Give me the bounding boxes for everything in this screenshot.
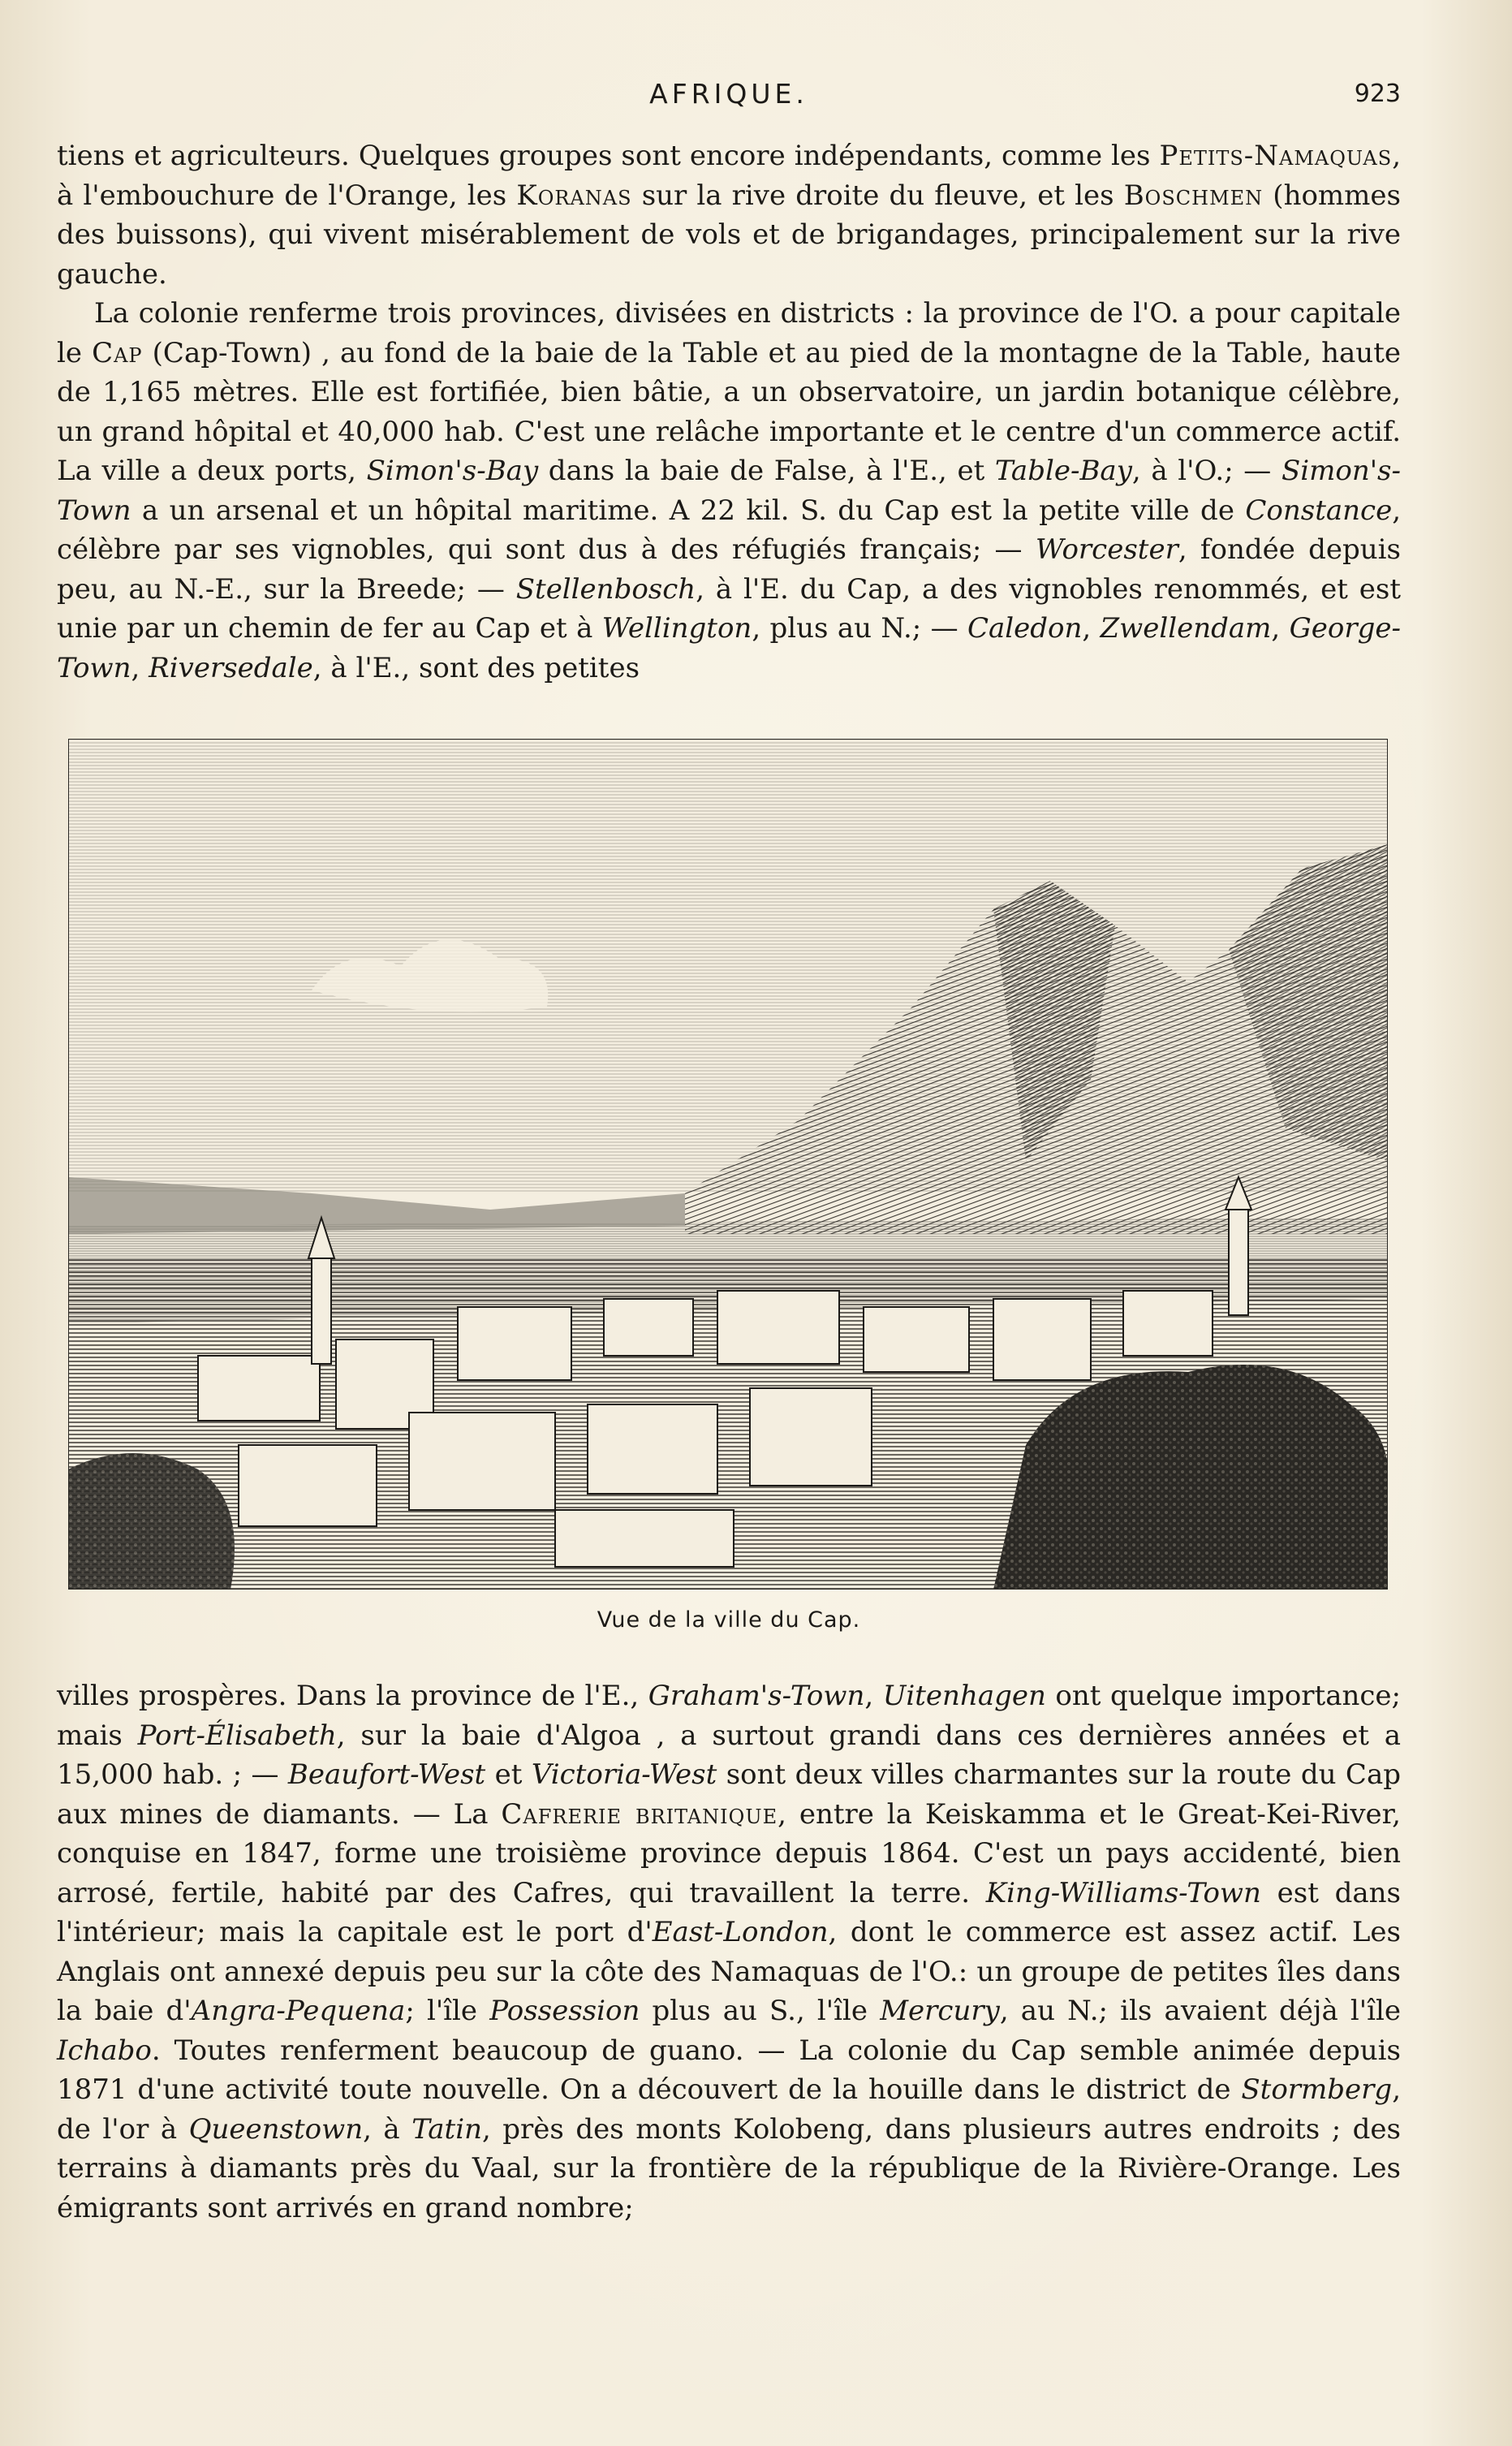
text-run: , fondée depuis peu, au N.-E., sur la Breede; — xyxy=(57,533,1401,606)
paragraph-provinces xyxy=(57,1676,1401,2228)
place-name: Riversedale xyxy=(149,651,313,684)
text-run: , célèbre par ses vignobles, qui sont dus à des réfugiés français; — xyxy=(57,494,1401,566)
small-caps-term: Boschmen xyxy=(1123,179,1264,212)
place-name: Caledon xyxy=(967,612,1083,645)
bottom-text-block xyxy=(57,1676,1401,2228)
text-run: , dont le commerce est assez actif. Les Anglais ont annexé depuis peu sur la côte des Namaquas de l'O.: un groupe de petites îles dans la baie d' xyxy=(57,1916,1401,2027)
figure-caption: Vue de la ville du Cap. xyxy=(597,1607,861,1633)
place-name: Stellenbosch xyxy=(515,572,696,606)
text-run: sont deux villes charmantes sur la route du Cap aux mines de diamants. — La xyxy=(57,1758,1401,1831)
text-run: , entre la Keiskamma et le Great-Kei-River, conquise en 1847, forme une troisième province depuis 1864. C'est un pays accidenté, bien arrosé, fertile, habité par des Cafres, qui travaillent la terre. xyxy=(57,1797,1401,1909)
text-run: , à l'embouchure de l'Orange, les xyxy=(57,140,1401,212)
text-run: , à xyxy=(363,2112,412,2146)
place-name: Simon's-Bay xyxy=(366,455,539,487)
text-run: ; l'île xyxy=(405,1995,490,2027)
engraving-cape-town xyxy=(68,739,1388,1590)
place-name: Wellington xyxy=(601,612,752,645)
place-name: Mercury xyxy=(880,1995,1000,2027)
text-run: , à l'E. du Cap, a des vignobles renommés, et est unie par un chemin de fer au Cap et à xyxy=(57,572,1401,645)
place-name: Victoria-West xyxy=(531,1758,717,1791)
paragraph-colony xyxy=(57,294,1401,688)
place-name: Table-Bay xyxy=(994,455,1132,487)
text-run: , xyxy=(864,1680,883,1712)
text-run: , xyxy=(1271,612,1290,645)
small-caps-term: Cap xyxy=(92,336,143,369)
place-name: Worcester xyxy=(1035,533,1178,566)
place-name: Zwellendam xyxy=(1100,612,1272,645)
text-run: . Toutes renferment beaucoup de guano. — La colonie du Cap semble animée depuis 1871 d'une activité toute nouvelle. On a découvert de la houille dans le district de xyxy=(57,2034,1401,2106)
text-run: (hommes des buissons), qui vivent misérablement de vols et de brigandages, principalement sur la rive gauche. xyxy=(57,179,1401,291)
place-name: Possession xyxy=(489,1995,640,2027)
paragraph-tribes xyxy=(57,136,1401,294)
text-run: , sur la baie d'Algoa , a surtout grandi dans ces dernières années et a 15,000 hab. ; — xyxy=(57,1719,1401,1791)
place-name: Port-Élisabeth xyxy=(137,1719,337,1752)
text-run: tiens et agriculteurs. Quelques groupes sont encore indépendants, comme les xyxy=(57,140,1160,172)
right-tower xyxy=(1226,1177,1251,1315)
place-name: Constance xyxy=(1245,494,1393,527)
place-name: Ichabo xyxy=(57,2034,152,2067)
place-name: King-Williams-Town xyxy=(985,1876,1261,1909)
text-run: (Cap-Town) , au fond de la baie de la Table et au pied de la montagne de la Table, haute de 1,165 mètres. Elle est fortifiée, bien bâtie, a un observatoire, un jardin botanique célèbre, un grand hôpital et 40,000 hab. C'est une relâche importante et le centre d'un commerce actif. La ville a deux ports, xyxy=(57,336,1401,487)
page-number: 923 xyxy=(1354,80,1401,108)
text-run: a un arsenal et un hôpital maritime. A 22 kil. S. du Cap est la petite ville de xyxy=(131,494,1246,527)
place-name: East-London xyxy=(652,1916,829,1948)
text-run: dans la baie de False, à l'E., et xyxy=(538,455,995,487)
text-run: est dans l'intérieur; mais la capitale est le port d' xyxy=(57,1876,1402,1948)
place-name: Graham's-Town xyxy=(648,1680,865,1712)
engraving-illustration xyxy=(68,739,1388,1590)
text-run: sur la rive droite du fleuve, et les xyxy=(631,179,1124,212)
running-title: AFRIQUE. xyxy=(649,78,808,110)
text-run: , xyxy=(131,651,149,684)
place-name: George-Town xyxy=(57,612,1401,684)
top-text-block xyxy=(57,136,1401,688)
place-name: Beaufort-West xyxy=(287,1758,486,1791)
place-name: Stormberg xyxy=(1241,2073,1393,2106)
small-caps-term: Cafrerie britanique xyxy=(501,1797,778,1831)
page-header xyxy=(57,78,1401,127)
text-run: villes prospères. Dans la province de l'E., xyxy=(57,1680,648,1712)
text-run: , de l'or à xyxy=(57,2073,1401,2146)
text-run: ont quelque importance; mais xyxy=(57,1680,1401,1752)
text-run: et xyxy=(485,1758,532,1791)
small-caps-term: Koranas xyxy=(516,179,632,212)
text-run: La colonie renferme trois provinces, divisées en districts : la province de l'O. a pour capitale le xyxy=(57,297,1401,369)
place-name: Angra-Pequena xyxy=(191,1995,406,2027)
text-run: , au N.; ils avaient déjà l'île xyxy=(999,1995,1402,2027)
text-run: plus au S., l'île xyxy=(640,1995,881,2027)
place-name: Tatin xyxy=(411,2112,482,2146)
place-name: Simon's-Town xyxy=(57,455,1401,527)
text-run: , à l'O.; — xyxy=(1131,455,1282,487)
text-run: , à l'E., sont des petites xyxy=(312,651,640,684)
text-run: , plus au N.; — xyxy=(752,612,967,645)
text-run: , xyxy=(1082,612,1101,645)
place-name: Queenstown xyxy=(188,2112,364,2146)
text-run: , près des monts Kolobeng, dans plusieurs autres endroits ; des terrains à diamants près du Vaal, sur la frontière de la république de la Rivière-Orange. Les émigrants sont arrivés en grand nombre; xyxy=(57,2112,1401,2224)
place-name: Uitenhagen xyxy=(882,1680,1046,1712)
small-caps-term: Petits-Namaquas xyxy=(1159,140,1393,172)
